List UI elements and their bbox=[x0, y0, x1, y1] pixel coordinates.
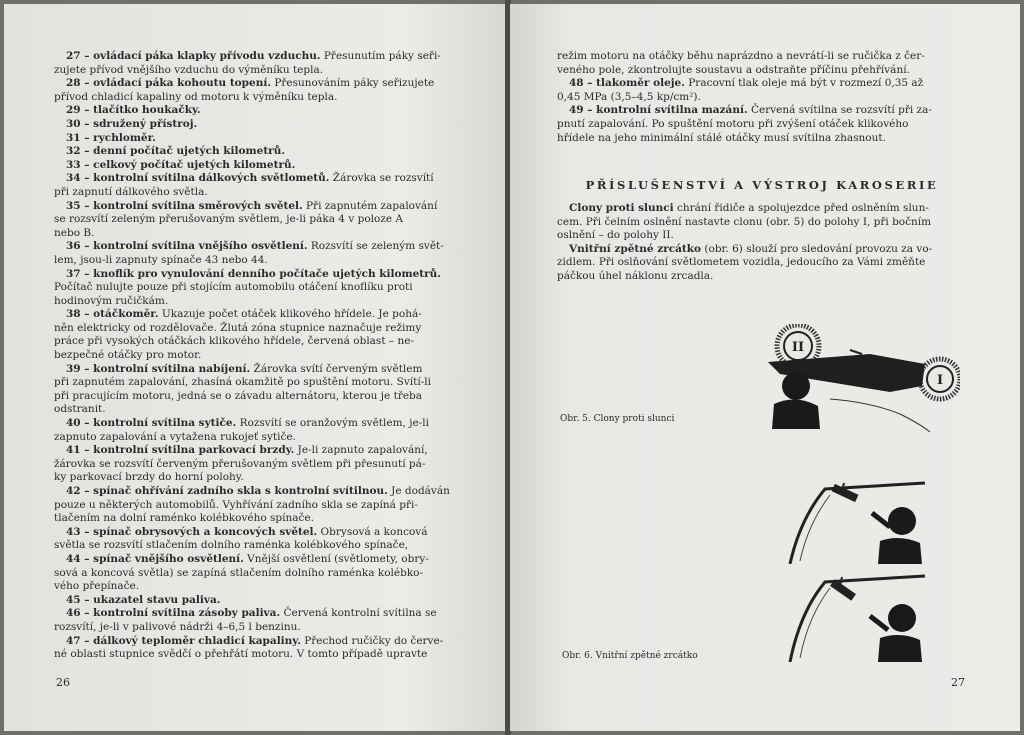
text-line bbox=[54, 376, 464, 390]
item-term: 39 – kontrolní svítilna nabíjení. bbox=[66, 362, 251, 375]
item-term: 45 – ukazatel stavu paliva. bbox=[66, 593, 221, 606]
item-text: hřídele na jeho minimální stálé otáčky musí svítilna zhasnout. bbox=[557, 131, 886, 144]
svg-text:I: I bbox=[936, 373, 944, 388]
text-line bbox=[54, 390, 464, 404]
svg-text:II: II bbox=[791, 340, 805, 355]
item-text: oslnění – do polohy II. bbox=[557, 229, 674, 242]
item-text: bezpečné otáčky pro motor. bbox=[54, 349, 202, 362]
item-text: práce při vysokých otáčkách klikového hřídele, červená oblast – ne- bbox=[54, 335, 414, 348]
left-page-text bbox=[54, 50, 464, 662]
text-line bbox=[54, 159, 464, 173]
item-term: 37 – knoflík pro vynulování denního počítače ujetých kilometrů. bbox=[66, 267, 441, 280]
item-term: 35 – kontrolní svítilna směrových světel. bbox=[66, 199, 303, 212]
item-text: Přechod ručičky do červe- bbox=[300, 634, 444, 647]
driver-silhouette bbox=[870, 604, 922, 662]
item-text: cem. Při čelním oslnění nastavte clonu (obr. 5) do polohy I, při bočním bbox=[557, 215, 932, 228]
section-text bbox=[557, 202, 967, 284]
page-number-right: 27 bbox=[951, 676, 965, 689]
text-line bbox=[54, 254, 464, 268]
text-line bbox=[54, 145, 464, 159]
item-text: Pracovní tlak oleje má být v rozmezí 0,35 až bbox=[684, 77, 924, 90]
item-text: Při zapnutém zapalování bbox=[302, 199, 438, 212]
text-line bbox=[54, 322, 464, 336]
text-line bbox=[557, 132, 967, 146]
text-line bbox=[54, 431, 464, 445]
item-text: při zapnutém zapalování, zhasíná okamžitě po spuštění motoru. Svítí-li bbox=[54, 376, 432, 389]
text-line bbox=[54, 635, 464, 649]
item-text: Ukazuje počet otáček klikového hřídele. Je pohá- bbox=[158, 308, 422, 321]
item-text: Žárovka svítí červeným světlem bbox=[250, 362, 423, 375]
item-text: vého přepínače. bbox=[54, 580, 140, 593]
item-text: né oblasti stupnice svědčí o přehřátí motoru. V tomto případě upravte bbox=[54, 648, 428, 661]
text-line bbox=[54, 335, 464, 349]
item-text: Červená kontrolní svítilna se bbox=[280, 607, 437, 620]
text-line bbox=[557, 229, 967, 243]
text-line bbox=[54, 621, 464, 635]
item-text: Je-li zapnuto zapalování, bbox=[294, 444, 428, 457]
item-text: se rozsvítí zeleným přerušovaným světlem, je-li páka 4 v poloze A bbox=[54, 213, 403, 226]
figure-6-caption: Obr. 6. Vnitřní zpětné zrcátko bbox=[562, 651, 698, 661]
text-line bbox=[557, 77, 967, 91]
text-line bbox=[557, 50, 967, 64]
item-term: 33 – celkový počítač ujetých kilometrů. bbox=[66, 158, 296, 171]
text-line bbox=[54, 281, 464, 295]
text-line bbox=[54, 104, 464, 118]
text-line bbox=[54, 308, 464, 322]
text-line bbox=[54, 213, 464, 227]
left-page bbox=[4, 4, 506, 731]
text-line bbox=[54, 580, 464, 594]
text-line bbox=[557, 256, 967, 270]
item-text: Červená svítilna se rozsvítí při za- bbox=[747, 104, 932, 117]
text-line bbox=[54, 240, 464, 254]
item-text: zapnuto zapalování a vytažena rukojeť sytiče. bbox=[54, 430, 296, 443]
item-term: Clony proti slunci bbox=[569, 202, 674, 214]
item-text: 0,45 MPa (3,5–4,5 kp/cm²). bbox=[557, 90, 701, 103]
item-text: Rozsvítí se zeleným svět- bbox=[307, 240, 444, 253]
item-term: 31 – rychloměr. bbox=[66, 131, 156, 144]
text-line bbox=[54, 200, 464, 214]
item-term: 40 – kontrolní svítilna sytiče. bbox=[66, 417, 237, 430]
text-line bbox=[54, 64, 464, 78]
text-line bbox=[54, 118, 464, 132]
rearview-mirror-figure-top bbox=[780, 479, 930, 564]
item-text: chrání řidiče a spolujezdce před oslněním slun- bbox=[673, 202, 929, 214]
right-page-text bbox=[557, 50, 967, 145]
item-text: hodinovým ručičkám. bbox=[54, 294, 169, 307]
text-line bbox=[54, 526, 464, 540]
text-line bbox=[54, 268, 464, 282]
item-text: Žárovka se rozsvítí bbox=[329, 172, 434, 185]
text-line bbox=[54, 295, 464, 309]
item-term: Vnitřní zpětné zrcátko bbox=[569, 242, 702, 255]
text-line bbox=[54, 349, 464, 363]
page-number-left: 26 bbox=[56, 676, 70, 689]
item-term: 29 – tlačítko houkačky. bbox=[66, 104, 201, 117]
text-line bbox=[54, 403, 464, 417]
item-text: světla se rozsvítí stlačením dolního raménka kolébkového spínače, bbox=[54, 539, 409, 552]
text-line bbox=[54, 363, 464, 377]
item-text: rozsvítí, je-li v palivové nádrži 4–6,5 l benzinu. bbox=[54, 620, 301, 633]
item-term: 38 – otáčkoměr. bbox=[66, 308, 159, 321]
item-text: režim motoru na otáčky běhu naprázdno a nevrátí-li se ručička z čer- bbox=[557, 50, 925, 62]
item-text: páčkou úhel náklonu zrcadla. bbox=[557, 269, 714, 282]
item-text: Obrysová a koncová bbox=[317, 525, 428, 538]
item-term: 44 – spínač vnějšího osvětlení. bbox=[66, 552, 244, 565]
section-heading: PŘÍSLUŠENSTVÍ A VÝSTROJ KAROSERIE bbox=[585, 178, 939, 192]
item-text: při zapnutí dálkového světla. bbox=[54, 185, 208, 198]
text-line bbox=[54, 471, 464, 485]
item-text: Je dodáván bbox=[387, 485, 450, 497]
item-term: 49 – kontrolní svítilna mazání. bbox=[569, 104, 748, 117]
text-line bbox=[54, 444, 464, 458]
text-line bbox=[54, 186, 464, 200]
item-text: zidlem. Při oslňování světlometem vozidla, jedoucího za Vámi změňte bbox=[557, 256, 926, 269]
item-text: přívod chladicí kapaliny od motoru k výměníku tepla. bbox=[54, 90, 338, 103]
text-line bbox=[557, 243, 967, 257]
item-text: odstranit. bbox=[54, 403, 106, 416]
text-line bbox=[54, 172, 464, 186]
item-text: lem, jsou-li zapnuty spínače 43 nebo 44. bbox=[54, 253, 268, 266]
item-term: 36 – kontrolní svítilna vnějšího osvětlení. bbox=[66, 240, 308, 253]
item-text: Počítač nulujte pouze při stojícím automobilu otáčení knoflíku proti bbox=[54, 281, 413, 294]
text-line bbox=[557, 216, 967, 230]
text-line bbox=[557, 104, 967, 118]
item-text: Přesunováním páky seřizujete bbox=[270, 77, 435, 90]
text-line bbox=[54, 567, 464, 581]
item-text: Rozsvítí se oranžovým světlem, je-li bbox=[236, 417, 429, 430]
item-text: žárovka se rozsvítí červeným přerušovaným světlem při přesunutí pá- bbox=[54, 457, 426, 470]
text-line bbox=[54, 132, 464, 146]
item-text: veného pole, zkontrolujte soustavu a odstraňte příčinu přehřívání. bbox=[557, 63, 910, 76]
text-line bbox=[557, 202, 967, 216]
item-text: pnutí zapalování. Po spuštění motoru při zvýšení otáček klikového bbox=[557, 117, 909, 130]
item-text: pouze u některých automobilů. Vyhřívání zadního skla se zapíná při- bbox=[54, 498, 418, 511]
text-line bbox=[54, 417, 464, 431]
item-term: 30 – sdružený přístroj. bbox=[66, 117, 198, 130]
item-term: 43 – spínač obrysových a koncových světel. bbox=[66, 525, 318, 538]
text-line bbox=[557, 64, 967, 78]
text-line bbox=[54, 512, 464, 526]
item-term: 48 – tlakoměr oleje. bbox=[569, 77, 685, 90]
text-line bbox=[54, 50, 464, 64]
item-text: Přesunutím páky seři- bbox=[320, 50, 441, 62]
text-line bbox=[54, 594, 464, 608]
item-term: 28 – ovládací páka kohoutu topení. bbox=[66, 77, 271, 90]
text-line bbox=[54, 553, 464, 567]
item-text: něn elektricky od rozdělovače. Žlutá zóna stupnice naznačuje režimy bbox=[54, 321, 422, 334]
text-line bbox=[54, 227, 464, 241]
item-term: 42 – spínač ohřívání zadního skla s kontrolní svítilnou. bbox=[66, 485, 388, 497]
text-line bbox=[54, 648, 464, 662]
visor-position-i-badge bbox=[920, 359, 960, 399]
rearview-mirror-figure-bottom bbox=[780, 572, 930, 662]
text-line bbox=[54, 539, 464, 553]
text-line bbox=[54, 91, 464, 105]
item-text: (obr. 6) slouží pro sledování provozu za vo- bbox=[701, 242, 933, 255]
right-page bbox=[510, 4, 1020, 731]
item-text: nebo B. bbox=[54, 226, 95, 239]
sun-visor-figure bbox=[750, 324, 960, 434]
item-text: zujete přívod vnějšího vzduchu do výměníku tepla. bbox=[54, 63, 324, 76]
text-line bbox=[54, 485, 464, 499]
text-line bbox=[557, 270, 967, 284]
text-line bbox=[557, 91, 967, 105]
item-term: 41 – kontrolní svítilna parkovací brzdy. bbox=[66, 444, 295, 457]
item-term: 27 – ovládací páka klapky přívodu vzduchu. bbox=[66, 50, 321, 62]
figure-5-caption: Obr. 5. Clony proti slunci bbox=[560, 414, 675, 424]
text-line bbox=[54, 77, 464, 91]
item-term: 46 – kontrolní svítilna zásoby paliva. bbox=[66, 607, 281, 620]
text-line bbox=[54, 607, 464, 621]
item-text: Vnější osvětlení (světlomety, obry- bbox=[243, 552, 429, 565]
driver-silhouette bbox=[772, 372, 820, 429]
text-line bbox=[557, 118, 967, 132]
text-line bbox=[54, 458, 464, 472]
text-line bbox=[54, 499, 464, 513]
item-text: při pracujícím motoru, jedná se o závadu alternátoru, kterou je třeba bbox=[54, 389, 423, 402]
item-text: tlačením na dolní raménko kolébkového spínače. bbox=[54, 512, 314, 525]
item-term: 47 – dálkový teploměr chladicí kapaliny. bbox=[66, 634, 301, 647]
item-text: ky parkovací brzdy do horní polohy. bbox=[54, 471, 244, 484]
driver-silhouette bbox=[872, 507, 922, 564]
item-term: 34 – kontrolní svítilna dálkových světlometů. bbox=[66, 172, 330, 185]
item-text: sová a koncová světla) se zapíná stlačením dolního raménka kolébko- bbox=[54, 566, 424, 579]
item-term: 32 – denní počítač ujetých kilometrů. bbox=[66, 145, 286, 158]
